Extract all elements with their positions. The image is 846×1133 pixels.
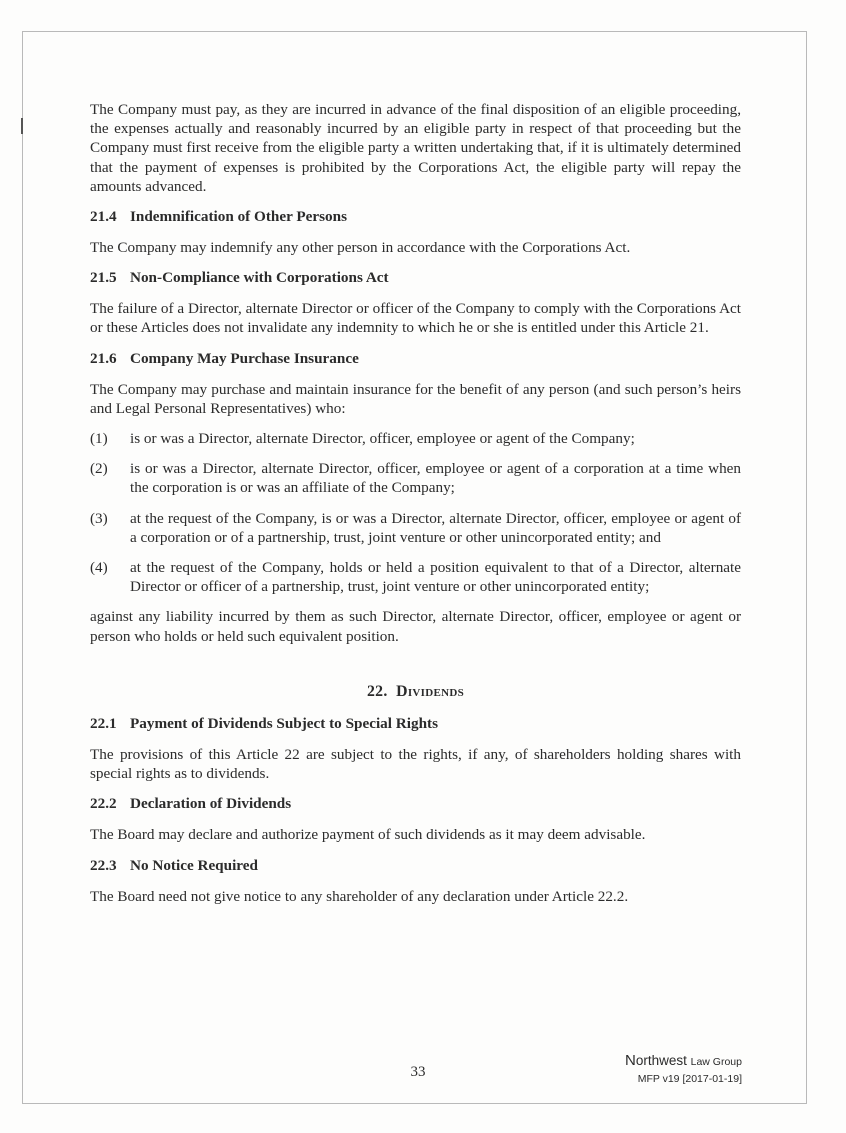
section-heading-21-6: 21.6 Company May Purchase Insurance — [90, 349, 359, 367]
section-heading-22-2: 22.2 Declaration of Dividends — [90, 795, 292, 813]
section-body-21-6: The Company may purchase and maintain insurance for the benefit of any person (and such person’s heirs and Legal Personal Representatives) who: — [90, 380, 741, 417]
page-number: 33 — [410, 1064, 426, 1080]
section-heading-21-4: 21.4 Indemnification of Other Persons — [90, 208, 347, 226]
scan-artifact — [21, 118, 23, 134]
document-version: MFP v19 [2017-01-19] — [637, 1073, 742, 1085]
document-body — [90, 100, 741, 917]
intro-paragraph: The Company must pay, as they are incurred in advance of the final disposition of an eligible proceeding, the expenses actually and reasonably incurred by an eligible party in respect of that proceeding but the Company must first receive from the eligible party a written undertaking that, if it is ultimately determined that the payment of expenses is prohibited by the Corporations Act, the eligible party will repay the amounts advanced. — [90, 101, 741, 195]
section-body-21-4: The Company may indemnify any other person in accordance with the Corporations Act. — [90, 239, 631, 257]
section-body-22-1: The provisions of this Article 22 are subject to the rights, if any, of shareholders holding shares with special rights as to dividends. — [90, 746, 741, 783]
section-heading-21-5: 21.5 Non-Compliance with Corporations Act — [90, 269, 389, 287]
section-heading-22-1: 22.1 Payment of Dividends Subject to Special Rights — [90, 715, 438, 733]
section-body-22-3: The Board need not give notice to any shareholder of any declaration under Article 22.2. — [90, 887, 629, 905]
section-closing-21-6: against any liability incurred by them as such Director, alternate Director, officer, employee or agent or person who holds or held such equivalent position. — [90, 608, 741, 645]
list-item: (3) at the request of the Company, is or was a Director, alternate Director, officer, employee or agent of a corporation or of a partnership, trust, joint venture or other unincorporated entity; and — [90, 509, 741, 546]
footer-firm-block — [625, 1052, 742, 1087]
article-heading-22: 22. Dividends — [366, 682, 465, 700]
list-item: (1) is or was a Director, alternate Director, officer, employee or agent of the Company; — [90, 430, 635, 448]
section-body-22-2: The Board may declare and authorize payment of such dividends as it may deem advisable. — [90, 826, 646, 844]
section-heading-22-3: 22.3 No Notice Required — [90, 856, 258, 874]
list-item: (4) at the request of the Company, holds or held a position equivalent to that of a Director, alternate Director or officer of a partnership, trust, joint venture or other unincorporated entity; — [90, 559, 741, 596]
section-body-21-5: The failure of a Director, alternate Director or officer of the Company to comply with the Corporations Act or these Articles does not invalidate any indemnity to which he or she is entitled under this Article 21. — [90, 300, 741, 337]
firm-name: Northwest Law Group — [624, 1052, 742, 1069]
list-item: (2) is or was a Director, alternate Director, officer, employee or agent of a corporation at a time when the corporation is or was an affiliate of the Company; — [90, 460, 741, 497]
